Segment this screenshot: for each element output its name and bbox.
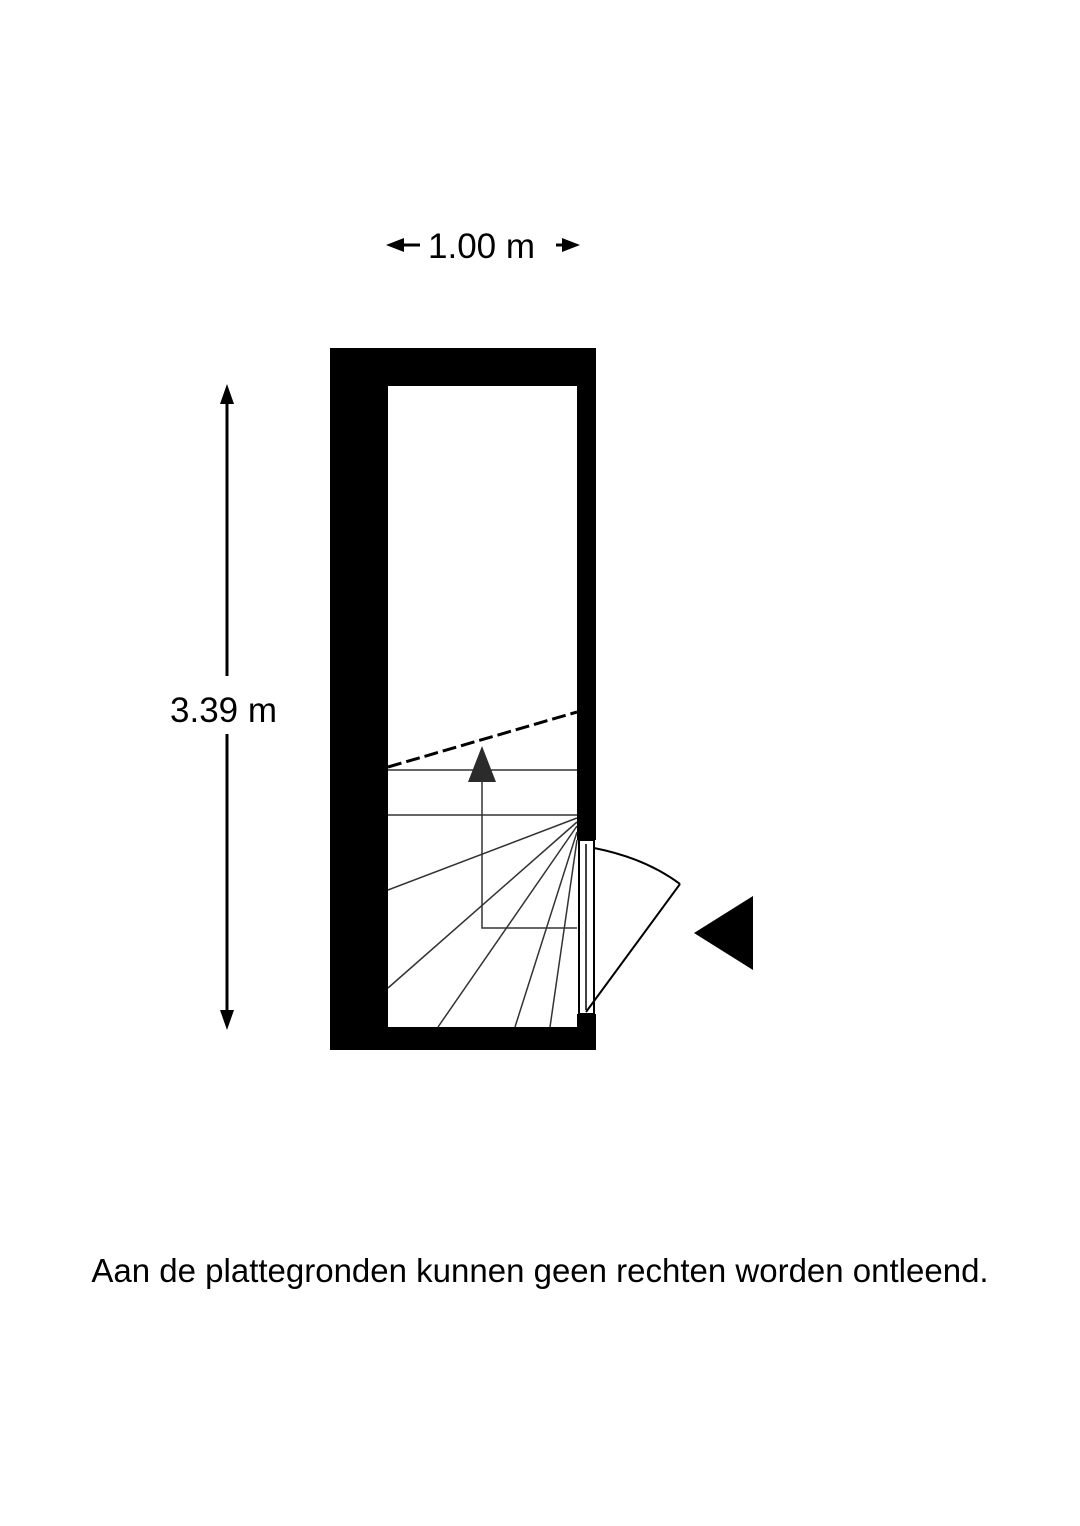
arrow-down-icon (220, 1010, 234, 1030)
wall-bottom (330, 1027, 596, 1050)
depth-dimension (170, 384, 277, 1030)
width-dimension (386, 227, 580, 266)
room-interior (388, 386, 577, 1027)
arrow-up-icon (220, 384, 234, 404)
arrow-left-icon (386, 238, 404, 252)
door (579, 840, 680, 1014)
door-leaf (586, 884, 680, 1012)
width-label: 1.00 m (428, 227, 535, 266)
wall-top (330, 348, 596, 386)
wall-right-upper (577, 348, 596, 840)
wall-left (330, 348, 388, 1050)
door-swing-arc (594, 848, 680, 884)
depth-label: 3.39 m (170, 691, 277, 730)
disclaimer-text: Aan de plattegronden kunnen geen rechten worden ontleend. (91, 1252, 989, 1289)
arrow-right-icon (562, 238, 580, 252)
wall-right-lower (577, 1014, 596, 1050)
entrance-triangle-icon (694, 896, 753, 970)
